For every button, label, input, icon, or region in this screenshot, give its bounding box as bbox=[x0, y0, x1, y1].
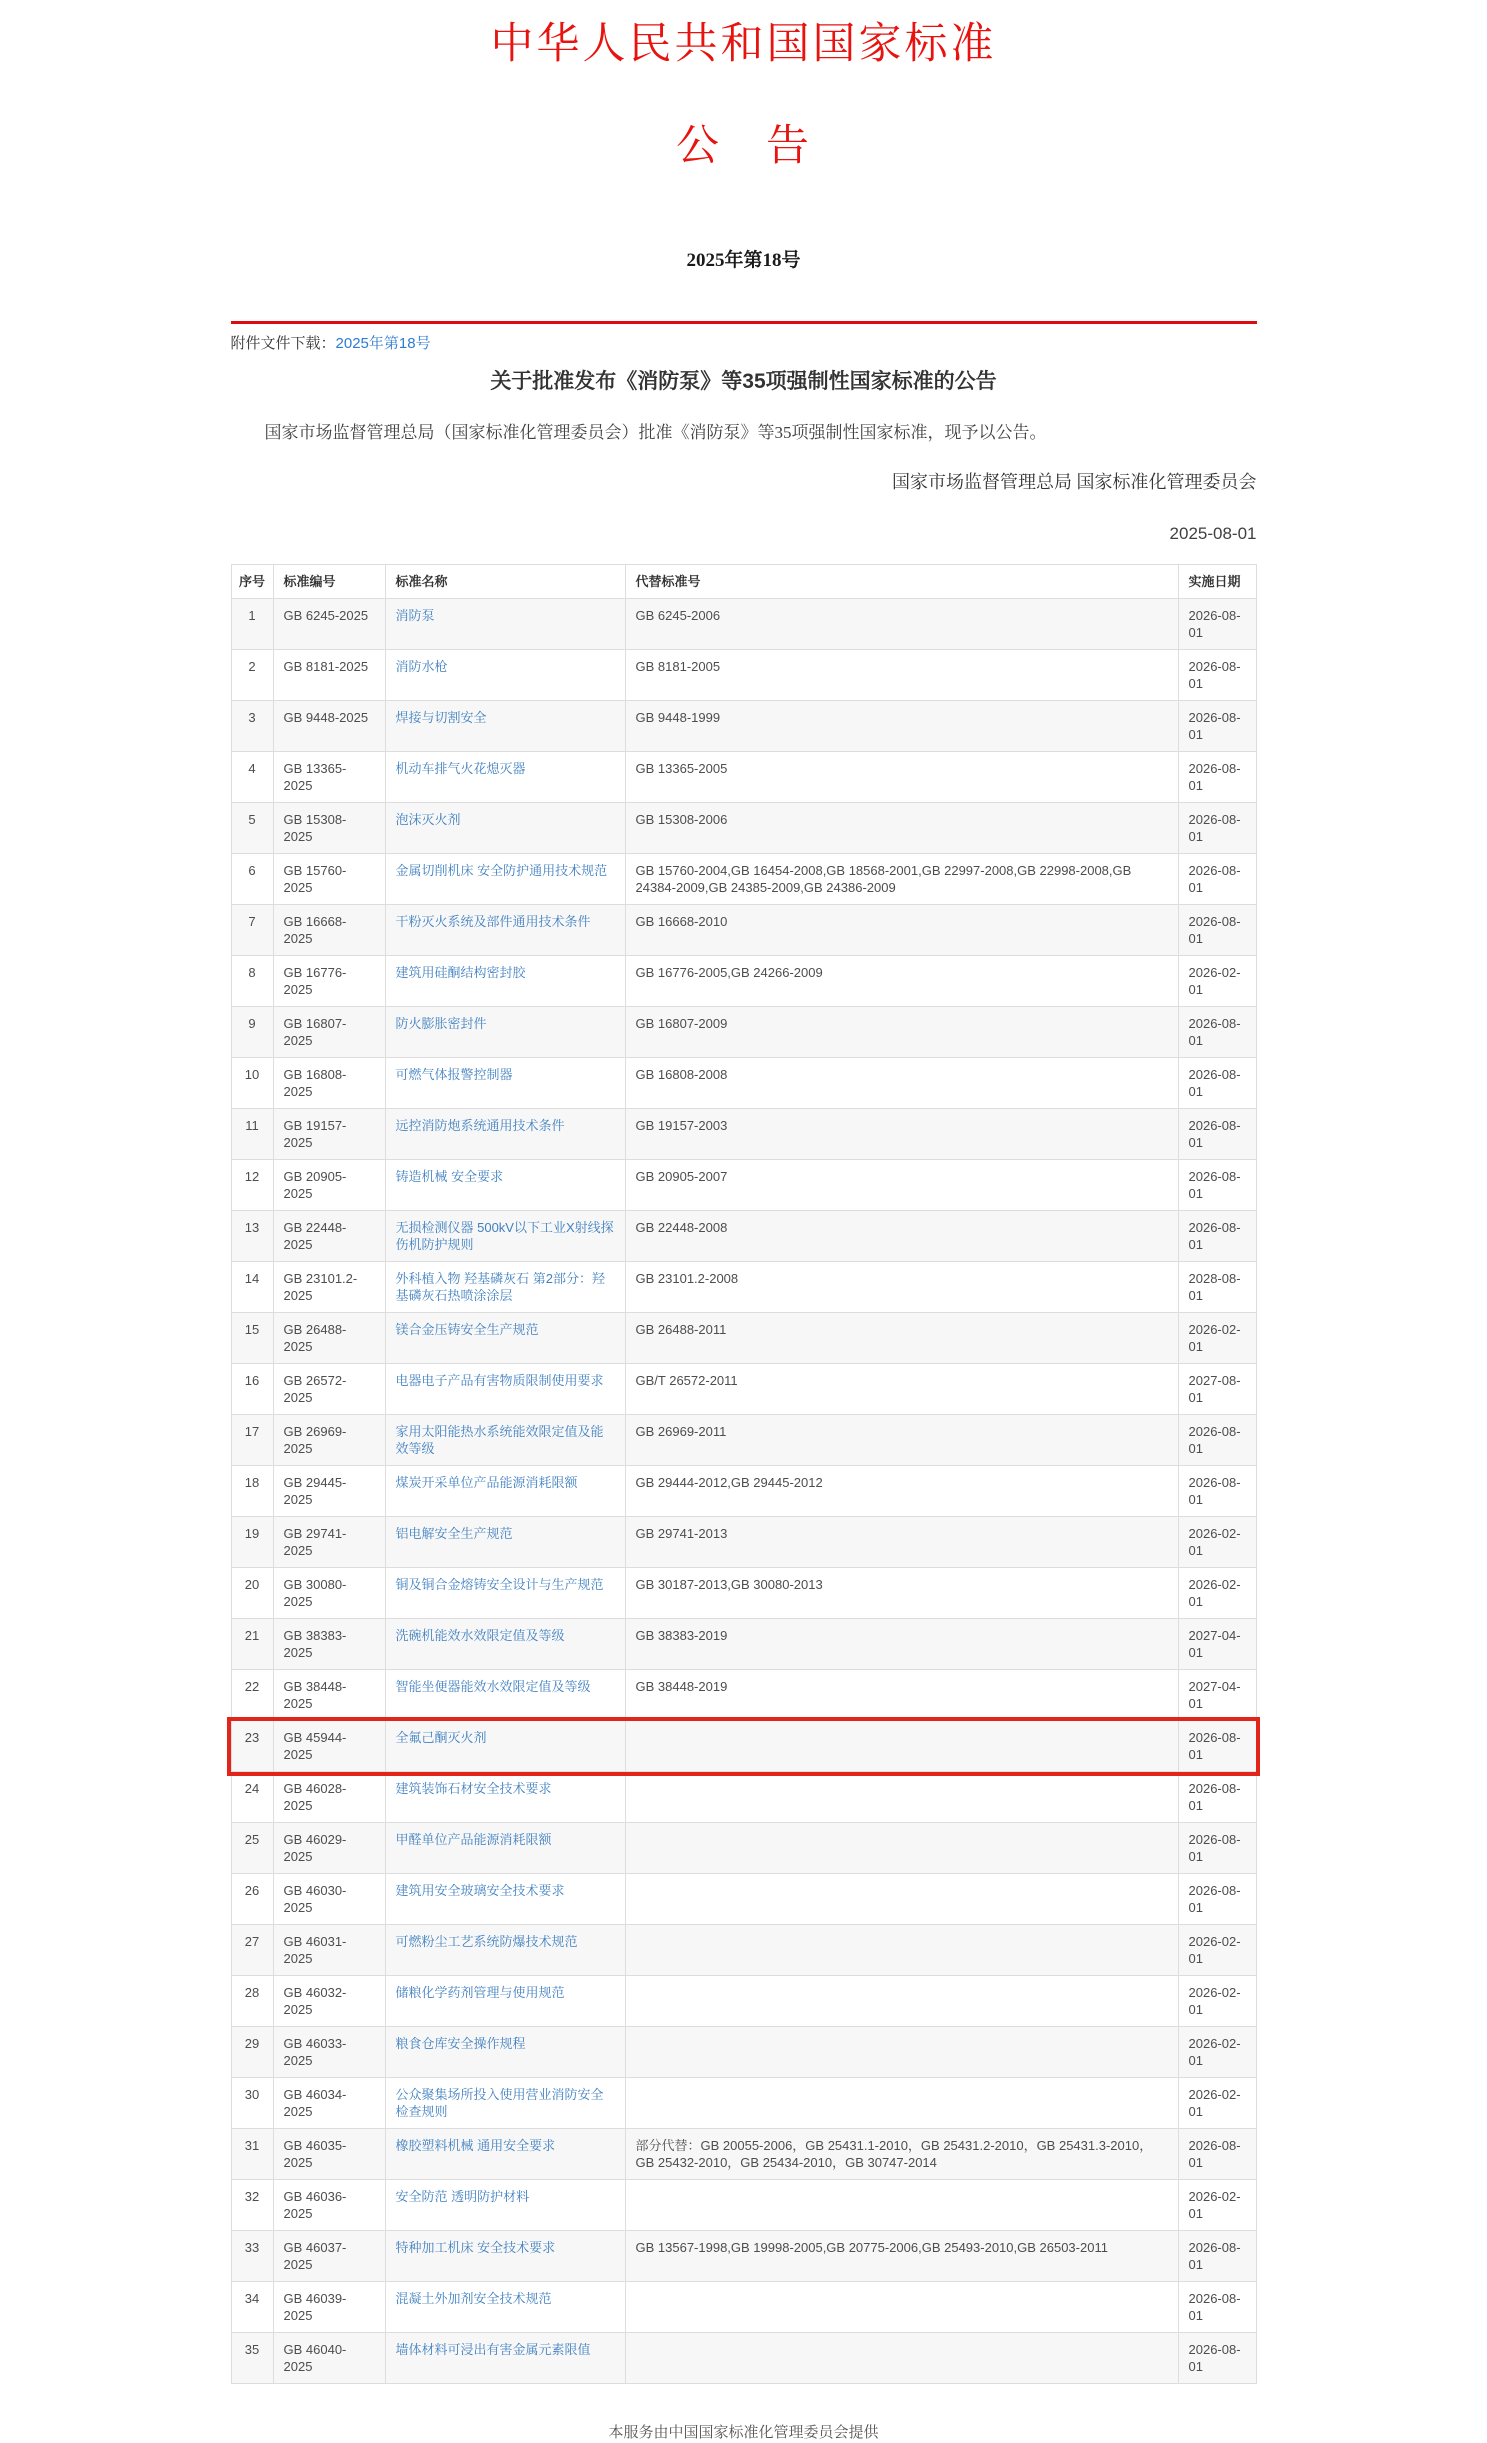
row-index-cell: 16 bbox=[231, 1364, 273, 1415]
standard-code-cell: GB 23101.2-2025 bbox=[273, 1262, 385, 1313]
standard-name-cell bbox=[385, 1466, 625, 1517]
replaced-standards-cell: GB 16776-2005,GB 24266-2009 bbox=[625, 956, 1178, 1007]
table-row bbox=[231, 1160, 1256, 1211]
row-index-cell: 9 bbox=[231, 1007, 273, 1058]
table-row bbox=[231, 2078, 1256, 2129]
standard-name-cell bbox=[385, 2027, 625, 2078]
issuing-authority: 国家市场监督管理总局 国家标准化管理委员会 bbox=[892, 472, 1257, 492]
replaced-standards-cell: 部分代替：GB 20055-2006，GB 25431.1-2010，GB 25431.2-2010，GB 25431.3-2010，GB 25432-2010，GB 25434-2010，GB 30747-2014 bbox=[625, 2129, 1178, 2180]
table-row bbox=[231, 2282, 1256, 2333]
table-row bbox=[231, 2129, 1256, 2180]
attachment-download-link[interactable]: 2025年第18号 bbox=[335, 335, 431, 352]
replaced-standards-cell bbox=[625, 1976, 1178, 2027]
standard-name-cell bbox=[385, 1109, 625, 1160]
implementation-date-cell: 2026-02-01 bbox=[1178, 1313, 1256, 1364]
table-row bbox=[231, 650, 1256, 701]
row-index-cell: 10 bbox=[231, 1058, 273, 1109]
table-row bbox=[231, 1874, 1256, 1925]
implementation-date-cell: 2026-08-01 bbox=[1178, 1823, 1256, 1874]
implementation-date-cell: 2026-08-01 bbox=[1178, 1058, 1256, 1109]
replaced-standards-cell bbox=[625, 1874, 1178, 1925]
standard-code-cell: GB 46039-2025 bbox=[273, 2282, 385, 2333]
standard-code-cell: GB 15760-2025 bbox=[273, 854, 385, 905]
standard-code-cell: GB 46036-2025 bbox=[273, 2180, 385, 2231]
replaced-standards-cell: GB 13365-2005 bbox=[625, 752, 1178, 803]
row-index-cell: 21 bbox=[231, 1619, 273, 1670]
replaced-standards-cell: GB 8181-2005 bbox=[625, 650, 1178, 701]
row-index-cell: 13 bbox=[231, 1211, 273, 1262]
implementation-date-cell: 2026-08-01 bbox=[1178, 1721, 1256, 1772]
replaced-standards-cell: GB/T 26572-2011 bbox=[625, 1364, 1178, 1415]
implementation-date-cell: 2027-04-01 bbox=[1178, 1619, 1256, 1670]
standard-name-link[interactable]: 煤炭开采单位产品能源消耗限额 bbox=[395, 1475, 578, 1490]
row-index-cell: 2 bbox=[231, 650, 273, 701]
standard-name-cell bbox=[385, 599, 625, 650]
row-index-cell: 22 bbox=[231, 1670, 273, 1721]
standard-name-cell bbox=[385, 1160, 625, 1211]
table-row bbox=[231, 956, 1256, 1007]
standard-name-cell bbox=[385, 1313, 625, 1364]
replaced-standards-cell: GB 30187-2013,GB 30080-2013 bbox=[625, 1568, 1178, 1619]
table-row bbox=[231, 905, 1256, 956]
standard-name-cell bbox=[385, 1007, 625, 1058]
standard-name-cell bbox=[385, 1262, 625, 1313]
standard-name-cell bbox=[385, 1925, 625, 1976]
announcement-title: 关于批准发布《消防泵》等35项强制性国家标准的公告 bbox=[490, 370, 997, 393]
table-row bbox=[231, 2333, 1256, 2384]
row-index-cell: 24 bbox=[231, 1772, 273, 1823]
implementation-date-cell: 2026-08-01 bbox=[1178, 752, 1256, 803]
row-index-cell: 12 bbox=[231, 1160, 273, 1211]
standard-code-cell: GB 8181-2025 bbox=[273, 650, 385, 701]
standard-code-cell: GB 46032-2025 bbox=[273, 1976, 385, 2027]
table-row bbox=[231, 1772, 1256, 1823]
table-row bbox=[231, 1466, 1256, 1517]
row-index-cell: 28 bbox=[231, 1976, 273, 2027]
table-row bbox=[231, 1925, 1256, 1976]
standard-name-link[interactable]: 甲醛单位产品能源消耗限额 bbox=[395, 1832, 552, 1847]
row-index-cell: 31 bbox=[231, 2129, 273, 2180]
standard-name-link[interactable]: 铜及铜合金熔铸安全设计与生产规范 bbox=[395, 1577, 604, 1592]
implementation-date-cell: 2026-08-01 bbox=[1178, 1160, 1256, 1211]
replaced-standards-cell: GB 29444-2012,GB 29445-2012 bbox=[625, 1466, 1178, 1517]
standard-name-link[interactable]: 机动车排气火花熄灭器 bbox=[395, 761, 526, 776]
implementation-date-cell: 2027-08-01 bbox=[1178, 1364, 1256, 1415]
implementation-date-cell: 2026-02-01 bbox=[1178, 956, 1256, 1007]
implementation-date-cell: 2026-08-01 bbox=[1178, 854, 1256, 905]
table-row bbox=[231, 1517, 1256, 1568]
implementation-date-cell: 2026-08-01 bbox=[1178, 2231, 1256, 2282]
table-row bbox=[231, 1721, 1256, 1772]
replaced-standards-cell bbox=[625, 2180, 1178, 2231]
standard-name-link[interactable]: 电器电子产品有害物质限制使用要求 bbox=[395, 1373, 604, 1388]
standard-name-link[interactable]: 橡胶塑料机械 通用安全要求 bbox=[395, 2138, 556, 2153]
standard-name-cell bbox=[385, 1721, 625, 1772]
column-header-standard-name: 标准名称 bbox=[385, 565, 625, 599]
issue-number: 2025年第18号 bbox=[686, 250, 801, 271]
replaced-standards-cell: GB 19157-2003 bbox=[625, 1109, 1178, 1160]
standard-code-cell: GB 46033-2025 bbox=[273, 2027, 385, 2078]
table-row bbox=[231, 1313, 1256, 1364]
standard-code-cell: GB 16776-2025 bbox=[273, 956, 385, 1007]
replaced-standards-cell: GB 16807-2009 bbox=[625, 1007, 1178, 1058]
standard-name-link[interactable]: 墙体材料可浸出有害金属元素限值 bbox=[395, 2342, 591, 2357]
table-row bbox=[231, 2231, 1256, 2282]
standard-name-link[interactable]: 洗碗机能效水效限定值及等级 bbox=[395, 1628, 565, 1643]
standard-name-link[interactable]: 干粉灭火系统及部件通用技术条件 bbox=[395, 914, 591, 929]
row-index-cell: 30 bbox=[231, 2078, 273, 2129]
implementation-date-cell: 2026-08-01 bbox=[1178, 2282, 1256, 2333]
standard-code-cell: GB 46034-2025 bbox=[273, 2078, 385, 2129]
row-index-cell: 6 bbox=[231, 854, 273, 905]
standard-name-cell bbox=[385, 1670, 625, 1721]
replaced-standards-cell: GB 22448-2008 bbox=[625, 1211, 1178, 1262]
implementation-date-cell: 2026-08-01 bbox=[1178, 803, 1256, 854]
standard-name-cell bbox=[385, 701, 625, 752]
implementation-date-cell: 2026-08-01 bbox=[1178, 1874, 1256, 1925]
standards-table bbox=[231, 564, 1257, 2384]
standard-name-link[interactable]: 消防水枪 bbox=[395, 659, 448, 674]
replaced-standards-cell bbox=[625, 2027, 1178, 2078]
row-index-cell: 17 bbox=[231, 1415, 273, 1466]
column-header-standard-code: 标准编号 bbox=[273, 565, 385, 599]
standard-code-cell: GB 46031-2025 bbox=[273, 1925, 385, 1976]
replaced-standards-cell: GB 9448-1999 bbox=[625, 701, 1178, 752]
standard-name-cell bbox=[385, 1058, 625, 1109]
standard-name-cell bbox=[385, 1874, 625, 1925]
implementation-date-cell: 2026-08-01 bbox=[1178, 1415, 1256, 1466]
standard-name-link[interactable]: 特种加工机床 安全技术要求 bbox=[395, 2240, 556, 2255]
table-row bbox=[231, 1415, 1256, 1466]
footer-note: 本服务由中国国家标准化管理委员会提供 bbox=[608, 2424, 879, 2441]
standard-name-link[interactable]: 铝电解安全生产规范 bbox=[395, 1526, 513, 1541]
standard-name-cell bbox=[385, 854, 625, 905]
standard-name-link[interactable]: 家用太阳能热水系统能效限定值及能效等级 bbox=[395, 1424, 604, 1456]
standard-code-cell: GB 46030-2025 bbox=[273, 1874, 385, 1925]
table-row bbox=[231, 1823, 1256, 1874]
standard-name-cell bbox=[385, 803, 625, 854]
table-row bbox=[231, 2027, 1256, 2078]
row-index-cell: 32 bbox=[231, 2180, 273, 2231]
standard-code-cell: GB 13365-2025 bbox=[273, 752, 385, 803]
standard-code-cell: GB 16668-2025 bbox=[273, 905, 385, 956]
standard-name-link[interactable]: 铸造机械 安全要求 bbox=[395, 1169, 504, 1184]
replaced-standards-cell: GB 26488-2011 bbox=[625, 1313, 1178, 1364]
standard-name-cell bbox=[385, 2282, 625, 2333]
standard-name-link[interactable]: 建筑用安全玻璃安全技术要求 bbox=[395, 1883, 565, 1898]
replaced-standards-cell: GB 29741-2013 bbox=[625, 1517, 1178, 1568]
standard-code-cell: GB 45944-2025 bbox=[273, 1721, 385, 1772]
row-index-cell: 7 bbox=[231, 905, 273, 956]
standard-code-cell: GB 19157-2025 bbox=[273, 1109, 385, 1160]
replaced-standards-cell: GB 13567-1998,GB 19998-2005,GB 20775-2006,GB 25493-2010,GB 26503-2011 bbox=[625, 2231, 1178, 2282]
row-index-cell: 20 bbox=[231, 1568, 273, 1619]
implementation-date-cell: 2026-02-01 bbox=[1178, 1568, 1256, 1619]
standard-name-link[interactable]: 可燃粉尘工艺系统防爆技术规范 bbox=[395, 1934, 578, 1949]
row-index-cell: 18 bbox=[231, 1466, 273, 1517]
standard-code-cell: GB 29445-2025 bbox=[273, 1466, 385, 1517]
implementation-date-cell: 2026-08-01 bbox=[1178, 905, 1256, 956]
replaced-standards-cell: GB 16808-2008 bbox=[625, 1058, 1178, 1109]
replaced-standards-cell: GB 38448-2019 bbox=[625, 1670, 1178, 1721]
implementation-date-cell: 2026-08-01 bbox=[1178, 599, 1256, 650]
row-index-cell: 34 bbox=[231, 2282, 273, 2333]
standard-name-link[interactable]: 可燃气体报警控制器 bbox=[395, 1067, 513, 1082]
attachment-label: 附件文件下载： bbox=[230, 335, 336, 352]
standard-name-cell bbox=[385, 1772, 625, 1823]
implementation-date-cell: 2026-02-01 bbox=[1178, 1517, 1256, 1568]
announcement-heading: 公 告 bbox=[676, 123, 811, 170]
standard-code-cell: GB 26572-2025 bbox=[273, 1364, 385, 1415]
table-row bbox=[231, 1976, 1256, 2027]
standard-name-link[interactable]: 远控消防炮系统通用技术条件 bbox=[395, 1118, 565, 1133]
implementation-date-cell: 2026-02-01 bbox=[1178, 2180, 1256, 2231]
replaced-standards-cell bbox=[625, 2333, 1178, 2384]
table-row bbox=[231, 2180, 1256, 2231]
standard-name-cell bbox=[385, 1364, 625, 1415]
standard-name-link[interactable]: 公众聚集场所投入使用营业消防安全检查规则 bbox=[395, 2087, 604, 2119]
standard-name-cell bbox=[385, 2078, 625, 2129]
column-header-index: 序号 bbox=[231, 565, 273, 599]
standard-code-cell: GB 46037-2025 bbox=[273, 2231, 385, 2282]
implementation-date-cell: 2026-08-01 bbox=[1178, 701, 1256, 752]
standard-name-cell bbox=[385, 1976, 625, 2027]
standard-code-cell: GB 30080-2025 bbox=[273, 1568, 385, 1619]
standard-code-cell: GB 46035-2025 bbox=[273, 2129, 385, 2180]
implementation-date-cell: 2026-08-01 bbox=[1178, 2129, 1256, 2180]
replaced-standards-cell bbox=[625, 1925, 1178, 1976]
row-index-cell: 5 bbox=[231, 803, 273, 854]
row-index-cell: 3 bbox=[231, 701, 273, 752]
replaced-standards-cell: GB 23101.2-2008 bbox=[625, 1262, 1178, 1313]
implementation-date-cell: 2026-08-01 bbox=[1178, 1466, 1256, 1517]
standard-name-cell bbox=[385, 650, 625, 701]
implementation-date-cell: 2026-08-01 bbox=[1178, 1211, 1256, 1262]
implementation-date-cell: 2026-02-01 bbox=[1178, 2078, 1256, 2129]
replaced-standards-cell: GB 16668-2010 bbox=[625, 905, 1178, 956]
replaced-standards-cell: GB 20905-2007 bbox=[625, 1160, 1178, 1211]
row-index-cell: 25 bbox=[231, 1823, 273, 1874]
replaced-standards-cell: GB 26969-2011 bbox=[625, 1415, 1178, 1466]
row-index-cell: 14 bbox=[231, 1262, 273, 1313]
table-row bbox=[231, 854, 1256, 905]
replaced-standards-cell bbox=[625, 1772, 1178, 1823]
standard-name-link[interactable]: 安全防范 透明防护材料 bbox=[395, 2189, 530, 2204]
attachment-row bbox=[231, 324, 1257, 354]
implementation-date-cell: 2027-04-01 bbox=[1178, 1670, 1256, 1721]
table-row bbox=[231, 701, 1256, 752]
implementation-date-cell: 2028-08-01 bbox=[1178, 1262, 1256, 1313]
table-row bbox=[231, 1619, 1256, 1670]
table-row bbox=[231, 1211, 1256, 1262]
table-row bbox=[231, 1364, 1256, 1415]
row-index-cell: 23 bbox=[231, 1721, 273, 1772]
row-index-cell: 26 bbox=[231, 1874, 273, 1925]
table-header-row bbox=[231, 565, 1256, 599]
standard-name-cell bbox=[385, 1517, 625, 1568]
replaced-standards-cell bbox=[625, 1823, 1178, 1874]
row-index-cell: 15 bbox=[231, 1313, 273, 1364]
replaced-standards-cell: GB 38383-2019 bbox=[625, 1619, 1178, 1670]
standard-code-cell: GB 46028-2025 bbox=[273, 1772, 385, 1823]
standard-name-link[interactable]: 混凝土外加剂安全技术规范 bbox=[395, 2291, 552, 2306]
standard-name-cell bbox=[385, 1211, 625, 1262]
table-row bbox=[231, 1058, 1256, 1109]
implementation-date-cell: 2026-02-01 bbox=[1178, 1976, 1256, 2027]
implementation-date-cell: 2026-08-01 bbox=[1178, 2333, 1256, 2384]
standard-name-cell bbox=[385, 2180, 625, 2231]
standard-code-cell: GB 26488-2025 bbox=[273, 1313, 385, 1364]
publish-date: 2025-08-01 bbox=[1169, 524, 1257, 543]
standard-name-cell bbox=[385, 752, 625, 803]
implementation-date-cell: 2026-08-01 bbox=[1178, 650, 1256, 701]
standard-code-cell: GB 20905-2025 bbox=[273, 1160, 385, 1211]
standard-code-cell: GB 38383-2025 bbox=[273, 1619, 385, 1670]
row-index-cell: 35 bbox=[231, 2333, 273, 2384]
announcement-page bbox=[0, 20, 1487, 2441]
standard-name-cell bbox=[385, 1619, 625, 1670]
announcement-body: 国家市场监督管理总局（国家标准化管理委员会）批准《消防泵》等35项强制性国家标准，现予以公告。 bbox=[264, 423, 1047, 442]
standard-name-link[interactable]: 泡沫灭火剂 bbox=[395, 812, 461, 827]
standard-name-link[interactable]: 外科植入物 羟基磷灰石 第2部分：羟基磷灰石热喷涂涂层 bbox=[395, 1271, 605, 1303]
national-standard-title: 中华人民共和国国家标准 bbox=[490, 21, 997, 68]
table-row bbox=[231, 1568, 1256, 1619]
replaced-standards-cell: GB 6245-2006 bbox=[625, 599, 1178, 650]
table-row bbox=[231, 1262, 1256, 1313]
standard-name-link[interactable]: 金属切削机床 安全防护通用技术规范 bbox=[395, 863, 608, 878]
standard-name-cell bbox=[385, 956, 625, 1007]
table-row bbox=[231, 1670, 1256, 1721]
replaced-standards-cell bbox=[625, 2078, 1178, 2129]
table-row bbox=[231, 599, 1256, 650]
replaced-standards-cell bbox=[625, 1721, 1178, 1772]
standard-code-cell: GB 26969-2025 bbox=[273, 1415, 385, 1466]
standard-name-cell bbox=[385, 1823, 625, 1874]
replaced-standards-cell: GB 15308-2006 bbox=[625, 803, 1178, 854]
implementation-date-cell: 2026-08-01 bbox=[1178, 1109, 1256, 1160]
row-index-cell: 11 bbox=[231, 1109, 273, 1160]
standard-code-cell: GB 16808-2025 bbox=[273, 1058, 385, 1109]
row-index-cell: 4 bbox=[231, 752, 273, 803]
row-index-cell: 29 bbox=[231, 2027, 273, 2078]
table-row bbox=[231, 1007, 1256, 1058]
standard-code-cell: GB 46040-2025 bbox=[273, 2333, 385, 2384]
row-index-cell: 33 bbox=[231, 2231, 273, 2282]
standard-name-link[interactable]: 建筑装饰石材安全技术要求 bbox=[395, 1781, 552, 1796]
standard-name-cell bbox=[385, 1415, 625, 1466]
standard-name-cell bbox=[385, 2129, 625, 2180]
row-index-cell: 8 bbox=[231, 956, 273, 1007]
standard-code-cell: GB 46029-2025 bbox=[273, 1823, 385, 1874]
standard-code-cell: GB 9448-2025 bbox=[273, 701, 385, 752]
standard-name-cell bbox=[385, 1568, 625, 1619]
standard-name-link[interactable]: 镁合金压铸安全生产规范 bbox=[395, 1322, 539, 1337]
standard-code-cell: GB 16807-2025 bbox=[273, 1007, 385, 1058]
standard-code-cell: GB 22448-2025 bbox=[273, 1211, 385, 1262]
standard-code-cell: GB 38448-2025 bbox=[273, 1670, 385, 1721]
implementation-date-cell: 2026-08-01 bbox=[1178, 1772, 1256, 1823]
replaced-standards-cell bbox=[625, 2282, 1178, 2333]
standard-name-link[interactable]: 智能坐便器能效水效限定值及等级 bbox=[395, 1679, 591, 1694]
standards-table-body bbox=[231, 599, 1256, 2384]
standard-name-link[interactable]: 无损检测仪器 500kV以下工业X射线探伤机防护规则 bbox=[395, 1220, 614, 1252]
table-row bbox=[231, 1109, 1256, 1160]
standard-name-link[interactable]: 消防泵 bbox=[395, 608, 435, 623]
row-index-cell: 19 bbox=[231, 1517, 273, 1568]
column-header-replaced-standards: 代替标准号 bbox=[625, 565, 1178, 599]
standard-name-link[interactable]: 储粮化学药剂管理与使用规范 bbox=[395, 1985, 565, 2000]
standard-name-cell bbox=[385, 905, 625, 956]
implementation-date-cell: 2026-08-01 bbox=[1178, 1007, 1256, 1058]
standard-name-link[interactable]: 粮食仓库安全操作规程 bbox=[395, 2036, 526, 2051]
standard-name-link[interactable]: 全氟己酮灭火剂 bbox=[395, 1730, 487, 1745]
table-row bbox=[231, 803, 1256, 854]
standard-name-link[interactable]: 建筑用硅酮结构密封胶 bbox=[395, 965, 526, 980]
table-row bbox=[231, 752, 1256, 803]
standard-code-cell: GB 15308-2025 bbox=[273, 803, 385, 854]
standard-code-cell: GB 6245-2025 bbox=[273, 599, 385, 650]
standard-name-cell bbox=[385, 2231, 625, 2282]
standard-name-link[interactable]: 防火膨胀密封件 bbox=[395, 1016, 487, 1031]
replaced-standards-cell: GB 15760-2004,GB 16454-2008,GB 18568-2001,GB 22997-2008,GB 22998-2008,GB 24384-2009,GB 24385-2009,GB 24386-2009 bbox=[625, 854, 1178, 905]
column-header-implementation-date: 实施日期 bbox=[1178, 565, 1256, 599]
implementation-date-cell: 2026-02-01 bbox=[1178, 2027, 1256, 2078]
standard-name-link[interactable]: 焊接与切割安全 bbox=[395, 710, 487, 725]
row-index-cell: 1 bbox=[231, 599, 273, 650]
standard-code-cell: GB 29741-2025 bbox=[273, 1517, 385, 1568]
standard-name-cell bbox=[385, 2333, 625, 2384]
row-index-cell: 27 bbox=[231, 1925, 273, 1976]
implementation-date-cell: 2026-02-01 bbox=[1178, 1925, 1256, 1976]
